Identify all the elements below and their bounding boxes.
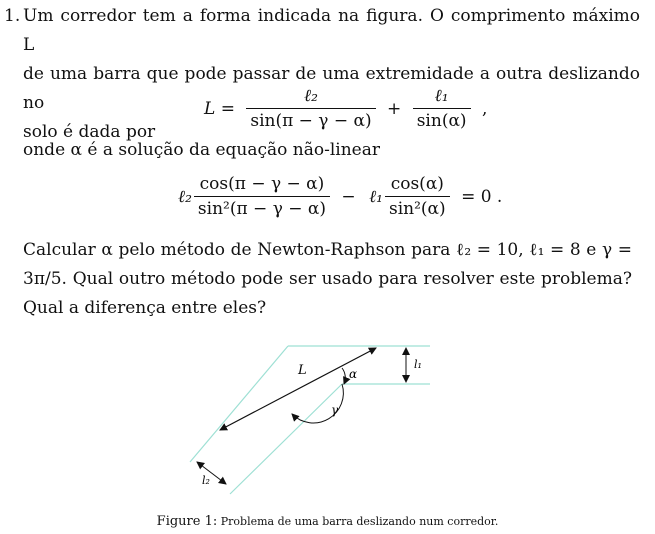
eq1-trailing-comma: , <box>481 98 488 119</box>
question <box>23 236 632 323</box>
eq2-fraction-1 <box>194 174 330 219</box>
mid-text: onde α é a solução da equação não-linear <box>23 140 381 160</box>
corridor-figure <box>180 338 450 502</box>
caption-text: Problema de uma barra deslizando num corredor. <box>220 515 499 528</box>
eq2-coef-2: ℓ₁ <box>369 186 383 207</box>
label-l2: l₂ <box>202 474 210 487</box>
caption-label: Figure 1: <box>156 514 218 529</box>
problem-line-1: Um corredor tem a forma indicada na figura. O comprimento máximo L <box>23 6 640 55</box>
eq2-frac1-denominator: sin²(π − γ − α) <box>197 199 327 219</box>
bar-L-arrow <box>220 348 376 430</box>
question-line-2: 3π/5. Qual outro método pode ser usado para resolver este problema? <box>23 269 632 289</box>
eq1-lhs: L = <box>204 98 235 119</box>
eq2-frac2-denominator: sin²(α) <box>388 199 446 219</box>
eq1-plus: + <box>387 98 402 119</box>
label-gamma: γ <box>331 403 339 417</box>
question-line-1: Calcular α pelo método de Newton-Raphson para ℓ₂ = 10, ℓ₁ = 8 e γ = <box>23 240 632 260</box>
eq2-coef-1: ℓ₂ <box>178 186 192 207</box>
problem-line-2: de uma barra que pode passar de uma extremidade a outra deslizando no <box>23 64 640 113</box>
label-alpha: α <box>349 367 358 381</box>
eq2-frac2-numerator: cos(α) <box>385 174 450 197</box>
figure-caption <box>0 514 655 529</box>
corridor-inner-wall <box>230 384 342 494</box>
problem-line-3: solo é dada por <box>23 122 156 142</box>
eq1-fraction-2 <box>413 86 471 131</box>
corridor-diagram <box>180 338 450 498</box>
question-line-3: Qual a diferença entre eles? <box>23 298 267 318</box>
label-L: L <box>298 363 307 378</box>
eq2-minus: − <box>341 186 356 207</box>
eq1-frac1-numerator: ℓ₂ <box>246 86 375 109</box>
equation-nonlinear <box>174 174 506 219</box>
problem-number: 1. <box>4 6 21 26</box>
eq2-fraction-2 <box>385 174 450 219</box>
eq1-frac2-numerator: ℓ₁ <box>413 86 471 109</box>
eq2-rhs: = 0 . <box>461 186 503 207</box>
eq2-frac1-numerator: cos(π − γ − α) <box>194 174 330 197</box>
eq1-frac1-denominator: sin(π − γ − α) <box>250 111 372 131</box>
label-l1: l₁ <box>414 358 422 371</box>
corridor-outer-wall <box>190 346 288 462</box>
eq1-fraction-1 <box>246 86 375 131</box>
equation-length <box>200 86 491 131</box>
eq1-frac2-denominator: sin(α) <box>416 111 467 131</box>
alpha-arc <box>342 368 345 384</box>
